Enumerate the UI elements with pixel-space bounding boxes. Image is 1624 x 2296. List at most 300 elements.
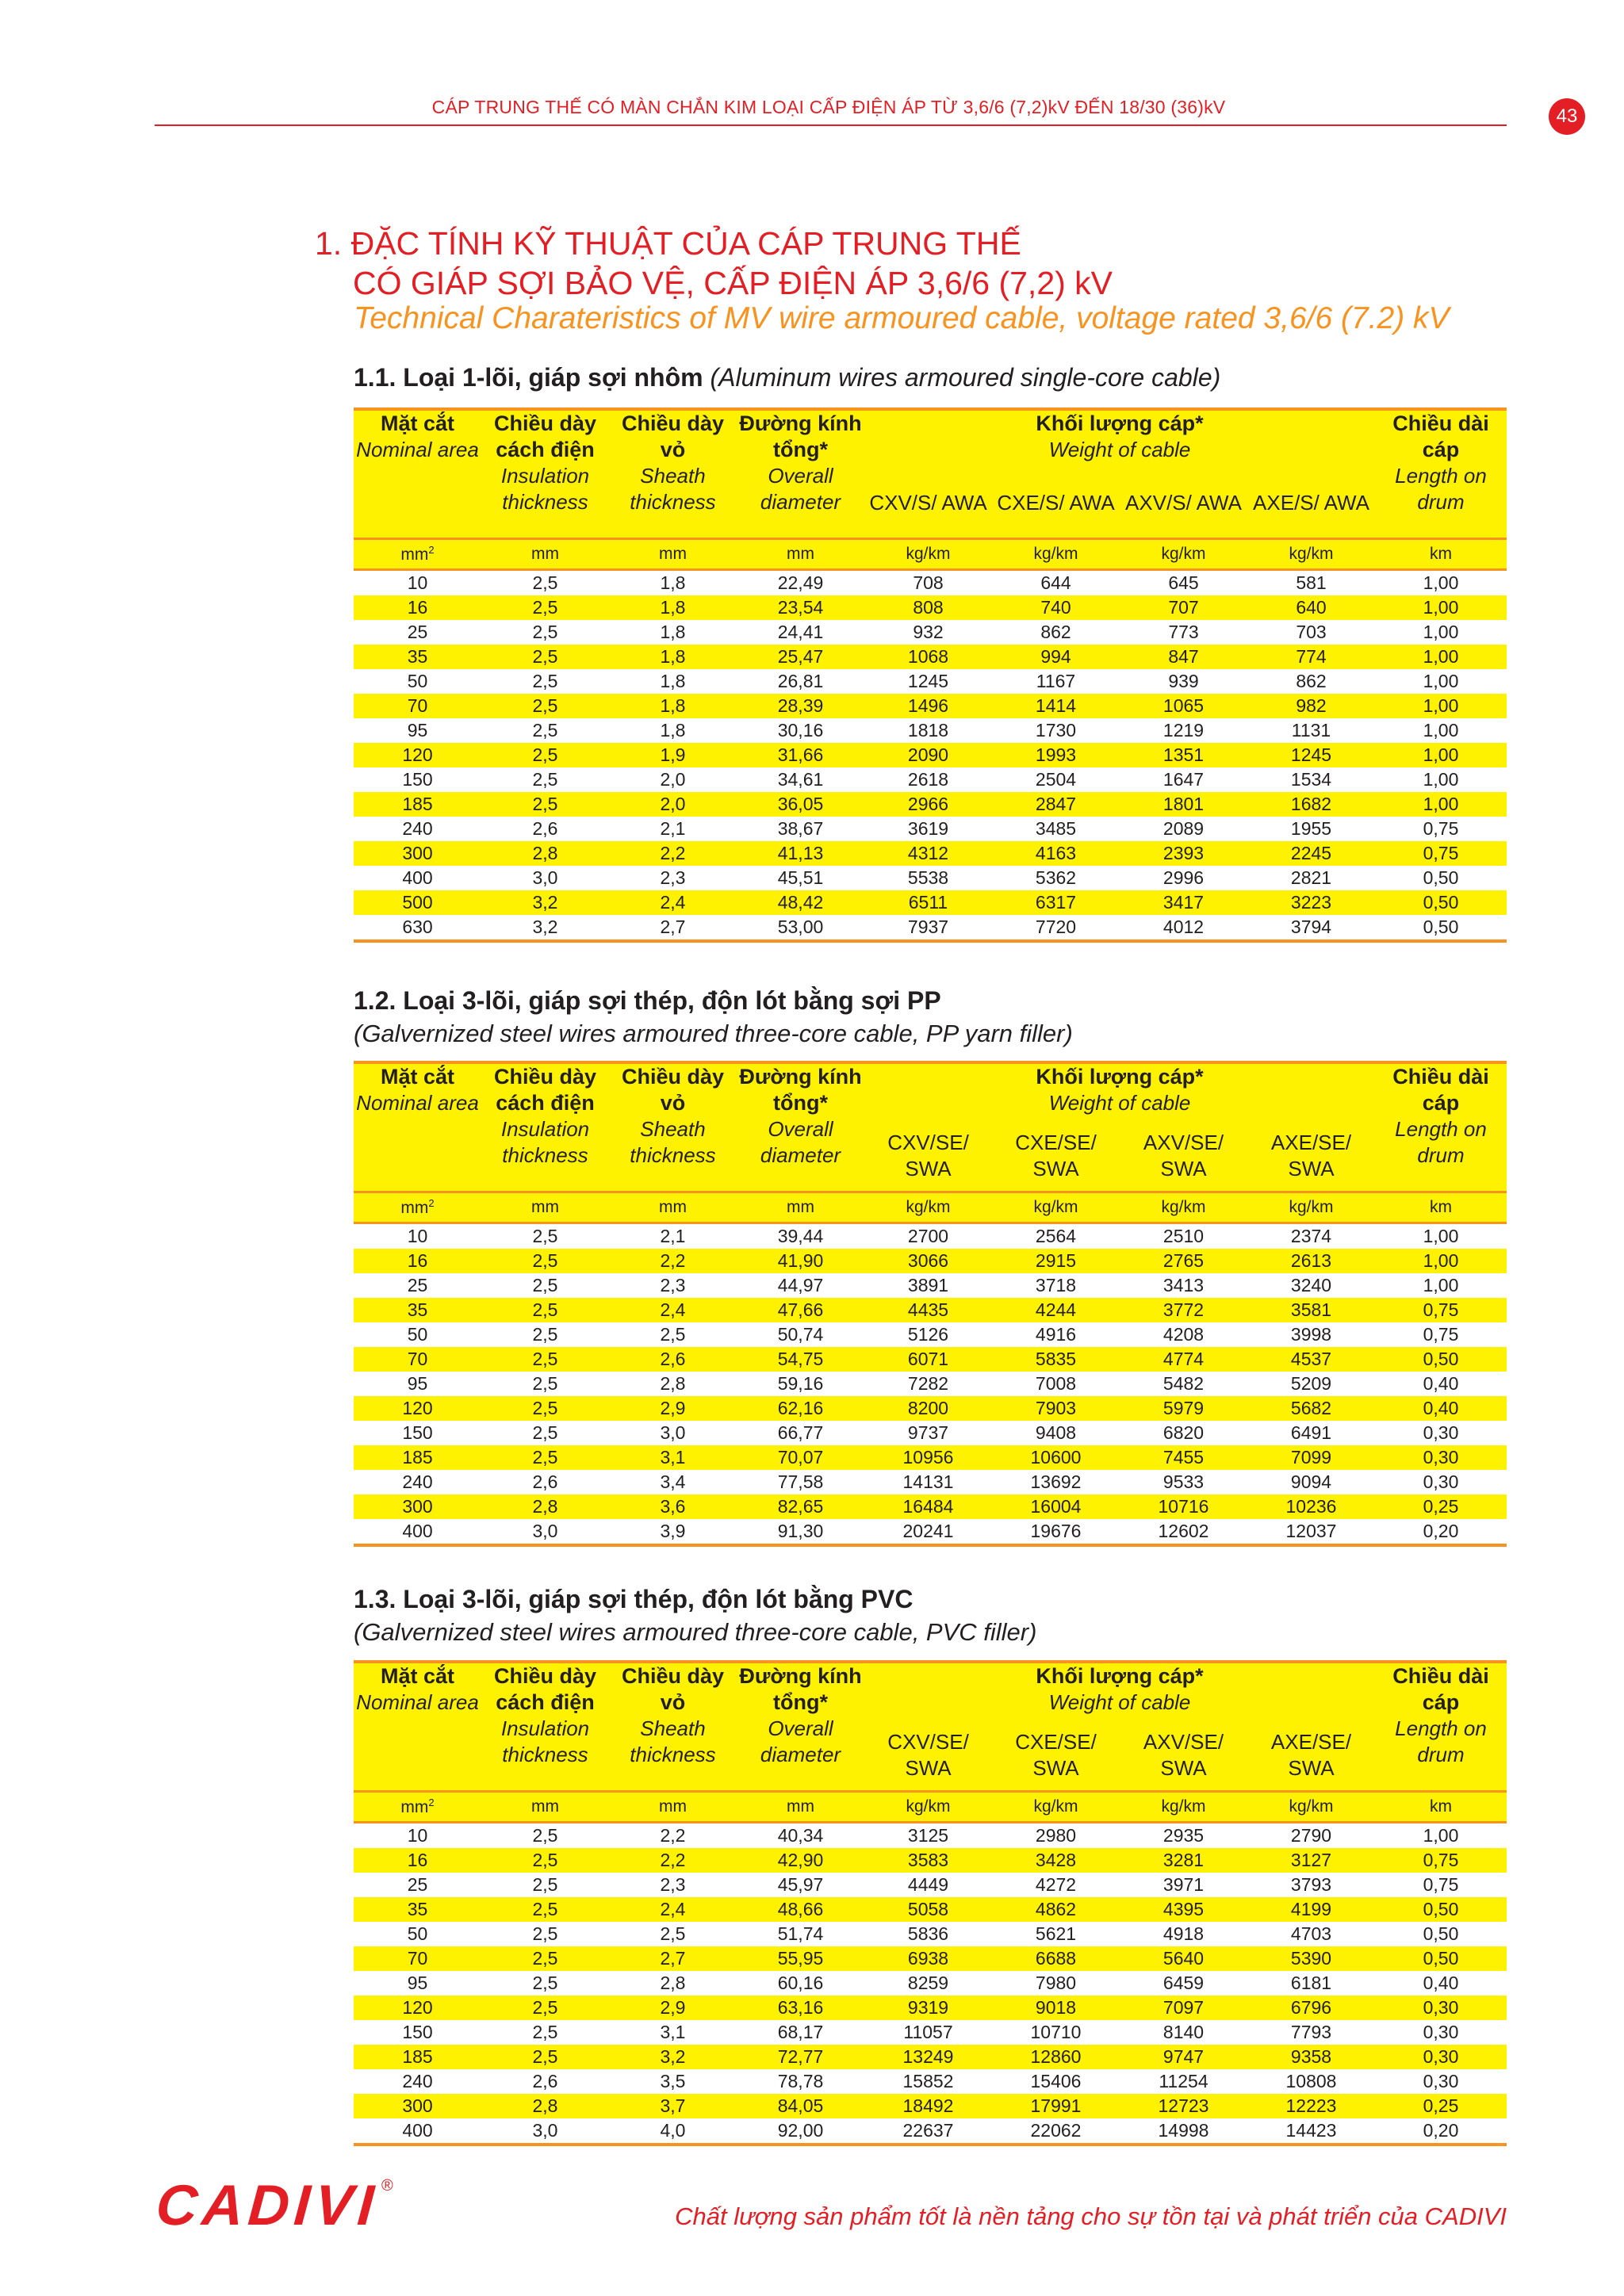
header-length [1375, 409, 1507, 539]
table-cell: 26,81 [777, 671, 824, 691]
table-cell: 5362 [1035, 867, 1077, 888]
table-cell: 2847 [992, 792, 1120, 817]
table-cell: 7793 [1290, 2022, 1332, 2042]
table-cell: 1,00 [1423, 1825, 1459, 1846]
table-cell: 5209 [1290, 1373, 1332, 1394]
table-cell: 0,75 [1423, 1324, 1459, 1345]
table-cell: 22,49 [777, 572, 824, 593]
table-cell: 644 [1040, 572, 1071, 593]
table-cell: 3772 [1120, 1298, 1247, 1322]
table-cell: 1,8 [609, 595, 737, 620]
table-cell: 10 [407, 1226, 428, 1246]
table-cell: 3240 [1290, 1275, 1332, 1295]
table-cell: 0,75 [1423, 1874, 1459, 1895]
unit-label: mm [481, 539, 609, 570]
table-row [354, 1445, 1507, 1470]
table-cell: 1,00 [1423, 671, 1459, 691]
table-cell: 630 [354, 915, 481, 941]
footer-slogan: Chất lượng sản phẩm tốt là nền tảng cho sự tồn tại và phát triển của CADIVI [675, 2202, 1507, 2230]
table-cell: 982 [1247, 694, 1375, 718]
table-cell: 13692 [1030, 1471, 1082, 1492]
table-cell: 3583 [864, 1848, 992, 1873]
header-area-vi: Mặt cắt [380, 1664, 455, 1688]
table-row [354, 1223, 1507, 1249]
table-cell: 5836 [907, 1923, 949, 1944]
table-row [354, 767, 1507, 792]
table-cell: 60,16 [777, 1973, 824, 1993]
table-cell: 0,25 [1375, 2094, 1507, 2118]
table-row [354, 1873, 1507, 1897]
table-cell: 2245 [1247, 841, 1375, 866]
table-cell: 0,75 [1423, 818, 1459, 839]
table-cell: 3,0 [481, 2118, 609, 2145]
table-cell: 70,07 [737, 1445, 864, 1470]
table-cell: 10236 [1247, 1494, 1375, 1519]
header-diameter-en: Overall diameter [760, 1117, 841, 1167]
table-cell: 7008 [1035, 1373, 1077, 1394]
table-cell: 41,90 [737, 1249, 864, 1273]
table-cell: 2,5 [481, 1249, 609, 1273]
table-cell: 300 [354, 1494, 481, 1519]
unit-label: kg/km [992, 539, 1120, 570]
header-insulation-vi: Chiều dày cách điện [493, 411, 597, 461]
table-cell: 1,8 [660, 720, 686, 740]
table-cell: 35 [354, 645, 481, 669]
table-cell: 774 [1247, 645, 1375, 669]
table-cell: 2,5 [532, 1973, 558, 1993]
table-cell: 92,00 [737, 2118, 864, 2145]
table-row [354, 1946, 1507, 1971]
table-cell: 14131 [902, 1471, 954, 1492]
header-diameter-vi: Đường kính tổng* [739, 1065, 862, 1115]
table-cell: 2,5 [532, 1275, 558, 1295]
table-cell: 1,8 [660, 622, 686, 642]
table-cell: 4862 [992, 1897, 1120, 1922]
table-cell: 1131 [1291, 720, 1331, 740]
table-3-title [354, 1585, 913, 1614]
table-row [354, 841, 1507, 866]
table-cell: 59,16 [777, 1373, 824, 1394]
table-cell: 1647 [1162, 769, 1205, 790]
table-cell: 1351 [1120, 743, 1247, 767]
table-cell: 12860 [992, 2045, 1120, 2069]
table-cell: 8259 [907, 1973, 949, 1993]
unit-label: km [1375, 539, 1507, 570]
table-cell: 1955 [1290, 818, 1332, 839]
header-weight-en: Weight of cable [1048, 1690, 1191, 1714]
table-cell: 2,8 [481, 841, 609, 866]
table-cell: 8200 [864, 1396, 992, 1421]
table-cell: 2,0 [660, 769, 686, 790]
table-cell: 3,2 [609, 2045, 737, 2069]
table-cell: 2089 [1162, 818, 1205, 839]
table-cell: 0,20 [1375, 2118, 1507, 2145]
header-diameter-vi: Đường kính tổng* [739, 411, 862, 461]
table-cell: 0,40 [1375, 1396, 1507, 1421]
section-title-en: Technical Charateristics of MV wire armoured cable, voltage rated 3,6/6 (7.2) kV [354, 301, 1450, 335]
table-cell: 4774 [1120, 1347, 1247, 1372]
table-cell: 1219 [1162, 720, 1205, 740]
table-cell: 2,9 [609, 1396, 737, 1421]
table-row [354, 1823, 1507, 1849]
table-cell: 2,6 [532, 2071, 558, 2091]
unit-label: kg/km [1120, 539, 1247, 570]
header-weight-type: AXE/SE/ SWA [1247, 1720, 1375, 1792]
table-cell: 12602 [1120, 1519, 1247, 1545]
table-cell: 1065 [1120, 694, 1247, 718]
table-cell: 4916 [1035, 1324, 1077, 1345]
table-cell: 14998 [1120, 2118, 1247, 2145]
table-cell: 4703 [1290, 1923, 1332, 1944]
table-cell: 3,9 [609, 1519, 737, 1545]
table-row [354, 1996, 1507, 2020]
table-cell: 3581 [1247, 1298, 1375, 1322]
table-cell: 50,74 [777, 1324, 824, 1345]
table-row [354, 2020, 1507, 2045]
table-3-title-bold: 1.3. Loại 3-lõi, giáp sợi thép, độn lót bằng PVC [354, 1585, 914, 1613]
header-sheath-vi: Chiều dày vỏ [621, 1664, 725, 1714]
table-cell: 3718 [1035, 1275, 1077, 1295]
table-cell: 1,9 [609, 743, 737, 767]
table-row [354, 792, 1507, 817]
table-cell: 41,13 [737, 841, 864, 866]
header-length [1375, 1662, 1507, 1792]
header-insulation [481, 1062, 609, 1192]
table-cell: 2,5 [660, 1923, 686, 1944]
unit-label: kg/km [864, 1192, 992, 1223]
header-area [354, 1662, 481, 1792]
table-cell: 3066 [864, 1249, 992, 1273]
table-cell: 994 [992, 645, 1120, 669]
header-diameter-en: Overall diameter [760, 1716, 841, 1766]
unit-label: $mm^2$ [354, 1792, 481, 1823]
table-cell: 9094 [1290, 1471, 1332, 1492]
table-cell: 2,5 [532, 622, 558, 642]
header-length-vi: Chiều dài cáp [1392, 411, 1489, 461]
table-cell: 3,4 [660, 1471, 686, 1492]
header-area-vi: Mặt cắt [380, 411, 455, 435]
header-weight-vi: Khối lượng cáp* [1036, 1065, 1204, 1089]
table-cell: 1,00 [1375, 694, 1507, 718]
table-cell: 4208 [1162, 1324, 1205, 1345]
table-cell: 1682 [1247, 792, 1375, 817]
table-cell: 50 [407, 1324, 428, 1345]
table-cell: 10716 [1120, 1494, 1247, 1519]
table-cell: 16 [354, 1249, 481, 1273]
table-cell: 707 [1120, 595, 1247, 620]
table-cell: 11057 [903, 2022, 953, 2042]
table-cell: 1167 [1036, 671, 1076, 691]
table-cell: 2,5 [532, 720, 558, 740]
table-row [354, 1897, 1507, 1922]
table-cell: 1,00 [1375, 1249, 1507, 1273]
table-cell: 1730 [1035, 720, 1077, 740]
table-cell: 36,05 [737, 792, 864, 817]
table-cell: 2996 [1162, 867, 1205, 888]
table-row [354, 1372, 1507, 1396]
table-cell: 5835 [992, 1347, 1120, 1372]
table-cell: 84,05 [737, 2094, 864, 2118]
table-cell: 1,00 [1375, 792, 1507, 817]
table-cell: 240 [402, 818, 433, 839]
table-1-title-italic: (Aluminum wires armoured single-core cable) [710, 363, 1221, 392]
header-weight-type: CXE/SE/ SWA [992, 1121, 1120, 1192]
table-cell: 2,1 [660, 818, 686, 839]
table-cell: 939 [1168, 671, 1199, 691]
section-title-vi [315, 224, 1113, 303]
table-cell: 0,30 [1375, 1996, 1507, 2020]
table-row [354, 1396, 1507, 1421]
table-cell: 2374 [1290, 1226, 1332, 1246]
table-cell: 3417 [1120, 890, 1247, 915]
table-cell: 2,6 [532, 1471, 558, 1492]
header-insulation [481, 1662, 609, 1792]
table-cell: 22637 [864, 2118, 992, 2145]
table-cell: 2,2 [660, 1825, 686, 1846]
table-cell: 3413 [1162, 1275, 1205, 1295]
table-cell: 400 [402, 867, 433, 888]
table-cell: 2,5 [532, 1422, 558, 1443]
table-cell: 2,5 [481, 1996, 609, 2020]
header-weight-type: CXV/S/ AWA [864, 468, 992, 539]
header-insulation-en: Insulation thickness [500, 1117, 590, 1167]
table-row [354, 1298, 1507, 1322]
header-diameter-vi: Đường kính tổng* [739, 1664, 862, 1714]
table-cell: 13249 [864, 2045, 992, 2069]
table-cell: 2,5 [481, 1347, 609, 1372]
table-cell: 25 [407, 1275, 428, 1295]
table-cell: 0,50 [1375, 890, 1507, 915]
table-cell: 2,5 [532, 671, 558, 691]
table-2-title [354, 986, 941, 1016]
header-area-vi: Mặt cắt [380, 1065, 455, 1089]
table-cell: 4312 [864, 841, 992, 866]
table-cell: 1,00 [1423, 769, 1459, 790]
table-cell: 70 [354, 1347, 481, 1372]
table-cell: 10600 [992, 1445, 1120, 1470]
table-cell: 3794 [1247, 915, 1375, 941]
table-cell: 0,50 [1375, 1347, 1507, 1372]
table-cell: 9737 [907, 1422, 949, 1443]
table-row [354, 570, 1507, 596]
table-cell: 2,3 [660, 867, 686, 888]
table-cell: 63,16 [737, 1996, 864, 2020]
unit-label: mm [737, 539, 864, 570]
table-cell: 7720 [992, 915, 1120, 941]
table-row [354, 645, 1507, 669]
table-cell: 18492 [864, 2094, 992, 2118]
table-cell: 6181 [1290, 1973, 1332, 1993]
table-cell: 51,74 [777, 1923, 824, 1944]
header-sheath [609, 1062, 737, 1192]
table-cell: 6938 [864, 1946, 992, 1971]
table-row [354, 620, 1507, 645]
table-cell: 4537 [1247, 1347, 1375, 1372]
table-row [354, 694, 1507, 718]
table-cell: 3223 [1247, 890, 1375, 915]
table-cell: 120 [354, 1996, 481, 2020]
header-diameter [737, 1662, 864, 1792]
table-cell: 4012 [1120, 915, 1247, 941]
header-weight-vi: Khối lượng cáp* [1036, 1664, 1204, 1688]
table-cell: 185 [354, 2045, 481, 2069]
table-cell: 120 [354, 1396, 481, 1421]
table-cell: 1,8 [660, 572, 686, 593]
table-cell: 1,00 [1375, 743, 1507, 767]
unit-label: mm [481, 1192, 609, 1223]
table-cell: 12037 [1247, 1519, 1375, 1545]
table-cell: 1,00 [1423, 720, 1459, 740]
unit-label: km [1375, 1192, 1507, 1223]
table-cell: 4,0 [609, 2118, 737, 2145]
table-cell: 7099 [1247, 1445, 1375, 1470]
header-weight-type: CXE/S/ AWA [992, 468, 1120, 539]
table-cell: 2,5 [481, 1445, 609, 1470]
table-cell: 2,4 [609, 1298, 737, 1322]
table-cell: 150 [402, 2022, 433, 2042]
table-cell: 185 [354, 1445, 481, 1470]
table-cell: 2,5 [481, 595, 609, 620]
table-cell: 3,6 [609, 1494, 737, 1519]
running-header: CÁP TRUNG THẾ CÓ MÀN CHẮN KIM LOẠI CẤP ĐIỆN ÁP TỪ 3,6/6 (7,2)kV ĐẾN 18/30 (36)kV [431, 97, 1226, 117]
table-cell: 862 [1040, 622, 1071, 642]
header-insulation-vi: Chiều dày cách điện [493, 1065, 597, 1115]
table-cell: 0,25 [1375, 1494, 1507, 1519]
table-cell: 15852 [902, 2071, 954, 2091]
table-1-title [354, 363, 1220, 392]
table-cell: 6459 [1162, 1973, 1205, 1993]
table-cell: 3,0 [660, 1422, 686, 1443]
table-cell: 7937 [864, 915, 992, 941]
table-cell: 6688 [992, 1946, 1120, 1971]
table-cell: 20241 [864, 1519, 992, 1545]
table-cell: 0,30 [1375, 1445, 1507, 1470]
header-insulation-en: Insulation thickness [500, 464, 590, 514]
table-cell: 0,50 [1423, 867, 1459, 888]
section-title-line1: 1. ĐẶC TÍNH KỸ THUẬT CỦA CÁP TRUNG THẾ [315, 225, 1021, 262]
table-2-title-bold: 1.2. Loại 3-lõi, giáp sợi thép, độn lót bằng sợi PP [354, 986, 941, 1015]
table-cell: 17991 [992, 2094, 1120, 2118]
table-cell: 3485 [1035, 818, 1077, 839]
table-cell: 91,30 [737, 1519, 864, 1545]
header-area-en: Nominal area [356, 1690, 479, 1714]
table-cell: 1496 [864, 694, 992, 718]
header-area [354, 1062, 481, 1192]
table-cell: 15406 [1030, 2071, 1082, 2091]
table-cell: 9747 [1120, 2045, 1247, 2069]
header-weight-type: AXV/SE/ SWA [1120, 1720, 1247, 1792]
table-cell: 2,3 [660, 1874, 686, 1895]
table-cell: 2790 [1290, 1825, 1332, 1846]
unit-label: kg/km [1120, 1792, 1247, 1823]
header-diameter [737, 1062, 864, 1192]
header-length [1375, 1062, 1507, 1192]
table-cell: 2915 [992, 1249, 1120, 1273]
table-cell: 25 [407, 622, 428, 642]
table-cell: 2,5 [532, 1874, 558, 1895]
table-cell: 0,75 [1375, 841, 1507, 866]
table-cell: 95 [407, 720, 428, 740]
table-cell: 0,75 [1375, 1848, 1507, 1873]
table-cell: 23,54 [737, 595, 864, 620]
table-cell: 5058 [864, 1897, 992, 1922]
table-cell: 35 [354, 1298, 481, 1322]
header-area-en: Nominal area [356, 1091, 479, 1115]
table-row [354, 817, 1507, 841]
table-cell: 862 [1296, 671, 1327, 691]
unit-label: kg/km [992, 1192, 1120, 1223]
table-cell: 2,5 [481, 1396, 609, 1421]
table-cell: 1,00 [1423, 572, 1459, 593]
table-cell: 0,30 [1423, 2022, 1459, 2042]
header-weight-type: AXV/SE/ SWA [1120, 1121, 1247, 1192]
table-cell: 2,5 [532, 1226, 558, 1246]
table-cell: 2,8 [660, 1973, 686, 1993]
table-cell: 7980 [1035, 1973, 1077, 1993]
table-row [354, 718, 1507, 743]
table-cell: 95 [407, 1373, 428, 1394]
table-cell: 1245 [907, 671, 949, 691]
table-cell: 1,00 [1375, 645, 1507, 669]
table-row [354, 2094, 1507, 2118]
table-cell: 3998 [1290, 1324, 1332, 1345]
table-row [354, 1470, 1507, 1494]
unit-label: $mm^2$ [354, 539, 481, 570]
unit-label: km [1375, 1792, 1507, 1823]
table-cell: 9533 [1162, 1471, 1205, 1492]
table-cell: 28,39 [737, 694, 864, 718]
table-cell: 2393 [1120, 841, 1247, 866]
table-row [354, 866, 1507, 890]
table-cell: 2,3 [660, 1275, 686, 1295]
table-cell: 5682 [1247, 1396, 1375, 1421]
table-cell: 1534 [1290, 769, 1332, 790]
table-cell: 2765 [1120, 1249, 1247, 1273]
table-row [354, 595, 1507, 620]
table-cell: 4918 [1162, 1923, 1205, 1944]
table-cell: 9018 [992, 1996, 1120, 2020]
table-cell: 14423 [1247, 2118, 1375, 2145]
table-cell: 7903 [992, 1396, 1120, 1421]
table-cell: 640 [1247, 595, 1375, 620]
table-cell: 38,67 [777, 818, 824, 839]
table-cell: 3,7 [609, 2094, 737, 2118]
table-cell: 932 [913, 622, 944, 642]
table-cell: 72,77 [737, 2045, 864, 2069]
table-cell: 1414 [992, 694, 1120, 718]
table-cell: 5640 [1120, 1946, 1247, 1971]
table-cell: 500 [354, 890, 481, 915]
table-cell: 78,78 [777, 2071, 824, 2091]
table-cell: 3,2 [481, 890, 609, 915]
table-cell: 300 [354, 841, 481, 866]
header-sheath-vi: Chiều dày vỏ [621, 411, 725, 461]
table-cell: 240 [402, 1471, 433, 1492]
table-cell: 35 [354, 1897, 481, 1922]
table-cell: 40,34 [777, 1825, 824, 1846]
table-cell: 240 [402, 2071, 433, 2091]
table-cell: 2,8 [660, 1373, 686, 1394]
unit-label: mm [481, 1792, 609, 1823]
table-row [354, 915, 1507, 941]
table-cell: 10 [407, 572, 428, 593]
table-cell: 11254 [1159, 2071, 1208, 2091]
table-cell: 54,75 [737, 1347, 864, 1372]
header-diameter [737, 409, 864, 539]
table-cell: 2,9 [609, 1996, 737, 2020]
table-cell: 4449 [907, 1874, 949, 1895]
page-number: 43 [1549, 98, 1585, 135]
